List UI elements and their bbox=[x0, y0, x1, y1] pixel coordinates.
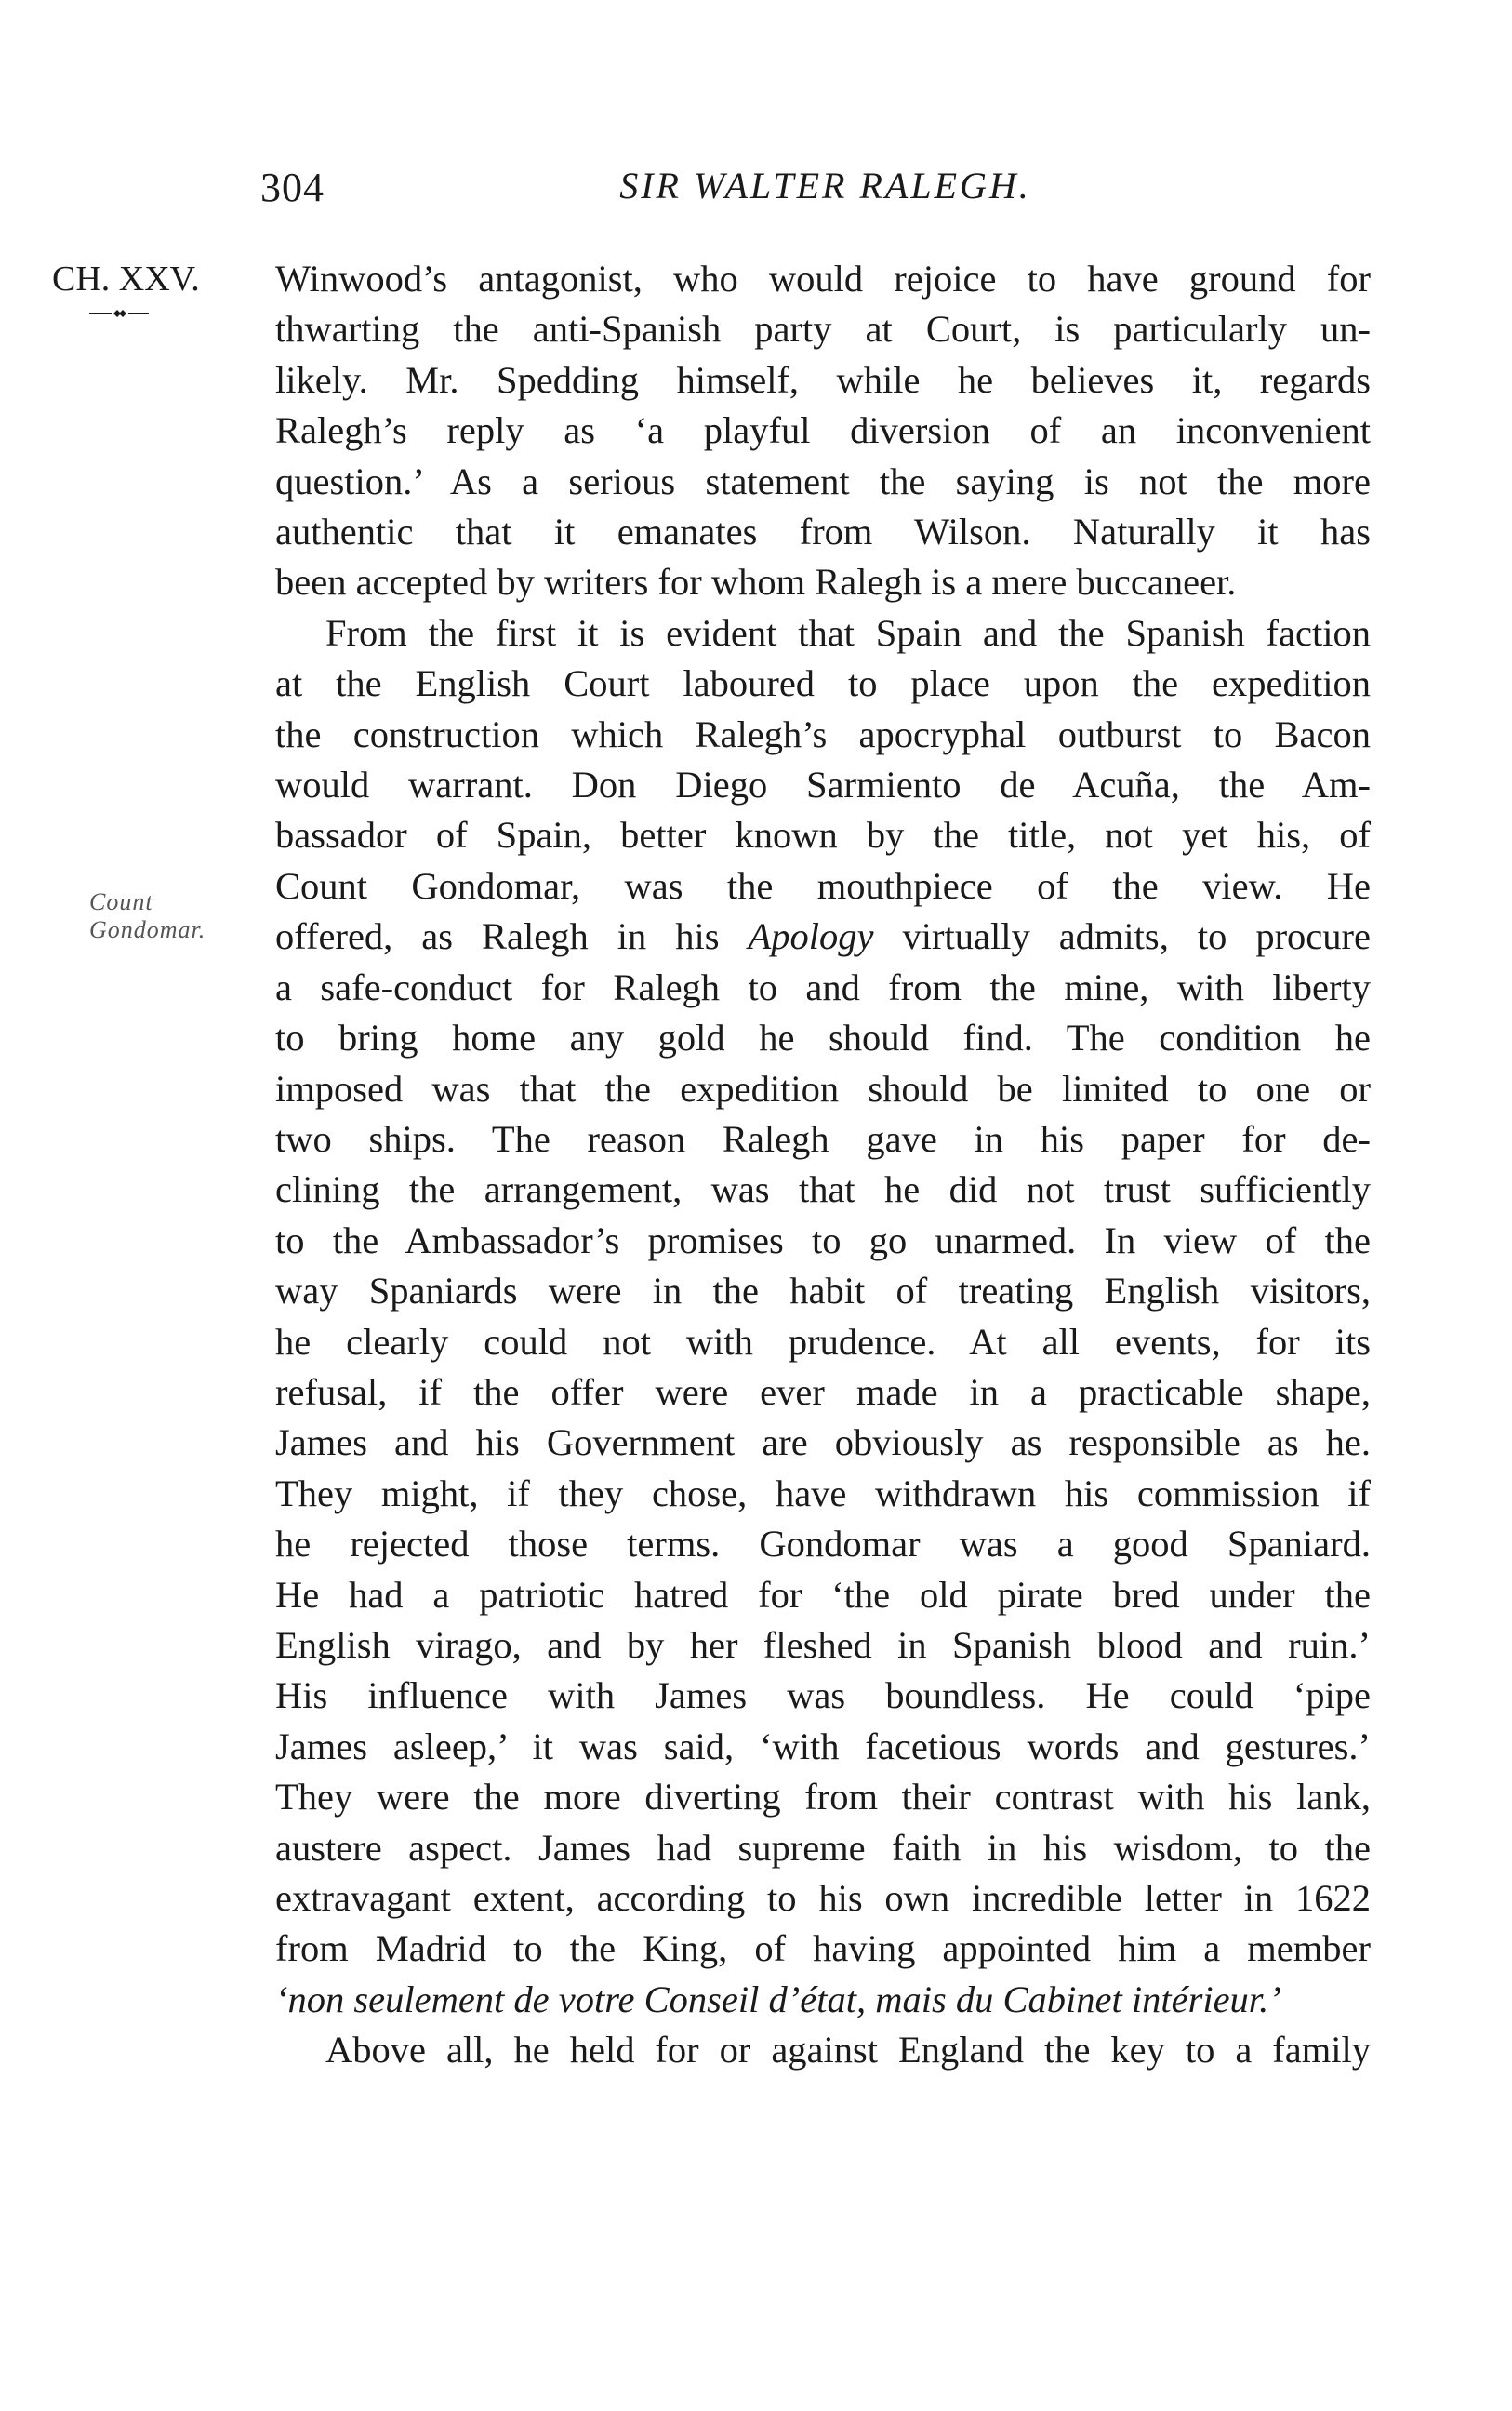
text-line: ‘non seulement de votre Conseil d’état, mais du Cabinet intérieur.’ bbox=[275, 1978, 1281, 2020]
text-line: authentic that it emanates from Wilson. Naturally it has bbox=[275, 511, 1371, 553]
text-line: James and his Government are obviously as responsible as he. bbox=[275, 1421, 1371, 1464]
text-line: He had a patriotic hatred for ‘the old pirate bred under the bbox=[275, 1573, 1371, 1616]
text-line: imposed was that the expedition should be limited to one or bbox=[275, 1067, 1371, 1110]
text-line: austere aspect. James had supreme faith in his wisdom, to the bbox=[275, 1826, 1371, 1869]
page-number: 304 bbox=[260, 165, 325, 210]
text-line bbox=[275, 912, 1371, 962]
text-line: James asleep,’ it was said, ‘with facetious words and gestures.’ bbox=[275, 1725, 1371, 1767]
text-line: Count Gondomar, was the mouthpiece of the view. He bbox=[275, 864, 1371, 907]
chapter-marker: CH. XXV. bbox=[52, 260, 200, 299]
text-line: a safe-conduct for Ralegh to and from the mine, with liberty bbox=[275, 966, 1371, 1008]
margin-note: Count Gondomar. bbox=[89, 888, 206, 943]
text-line: two ships. The reason Ralegh gave in his paper for de- bbox=[275, 1117, 1371, 1160]
text-line: English virago, and by her fleshed in Spanish blood and ruin.’ bbox=[275, 1623, 1371, 1666]
text-line: bassador of Spain, better known by the title, not yet his, of bbox=[275, 814, 1371, 857]
body-text bbox=[275, 254, 1371, 2076]
text-line: to the Ambassador’s promises to go unarmed. In view of the bbox=[275, 1219, 1371, 1261]
text-line: Above all, he held for or against England the key to a family bbox=[325, 2029, 1371, 2071]
text-line: the construction which Ralegh’s apocryphal outburst to Bacon bbox=[275, 713, 1371, 755]
book-title: Apology bbox=[748, 915, 874, 958]
text-line: from Madrid to the King, of having appointed him a member bbox=[275, 1927, 1371, 1970]
paragraph-2 bbox=[275, 608, 1371, 2025]
text-line: His influence with James was boundless. He could ‘pipe bbox=[275, 1674, 1371, 1717]
text-line: at the English Court laboured to place upon the expedition bbox=[275, 662, 1371, 705]
text-line: to bring home any gold he should find. The condition he bbox=[275, 1017, 1371, 1059]
running-title: SIR WALTER RALEGH. bbox=[619, 165, 1031, 206]
text-line: clining the arrangement, was that he did not trust sufficiently bbox=[275, 1168, 1371, 1211]
text-fragment: virtually admits, to procure bbox=[902, 915, 1371, 958]
text-line: would warrant. Don Diego Sarmiento de Acuña, the Am- bbox=[275, 764, 1371, 806]
text-line: been accepted by writers for whom Ralegh is a mere buccaneer. bbox=[275, 561, 1237, 604]
paragraph-1 bbox=[275, 254, 1371, 608]
text-line: Winwood’s antagonist, who would rejoice to have ground for bbox=[275, 258, 1371, 300]
paragraph-3 bbox=[275, 2025, 1371, 2075]
text-line: thwarting the anti-Spanish party at Court, is particularly un- bbox=[275, 308, 1371, 351]
text-line: he rejected those terms. Gondomar was a good Spaniard. bbox=[275, 1523, 1371, 1565]
text-line: They were the more diverting from their contrast with his lank, bbox=[275, 1776, 1371, 1818]
text-fragment: offered, as Ralegh in his bbox=[275, 915, 720, 958]
text-line: From the first it is evident that Spain and the Spanish faction bbox=[325, 611, 1371, 654]
running-head bbox=[260, 164, 1372, 220]
text-line: he clearly could not with prudence. At all events, for its bbox=[275, 1320, 1371, 1363]
text-line: question.’ As a serious statement the saying is not the more bbox=[275, 460, 1371, 502]
text-line: way Spaniards were in the habit of treating English visitors, bbox=[275, 1270, 1371, 1312]
ornament-icon bbox=[89, 304, 149, 323]
text-line: likely. Mr. Spedding himself, while he believes it, regards bbox=[275, 358, 1371, 401]
text-line: extravagant extent, according to his own incredible letter in 1622 bbox=[275, 1877, 1371, 1919]
text-line: Ralegh’s reply as ‘a playful diversion of an inconvenient bbox=[275, 409, 1371, 452]
text-line: refusal, if the offer were ever made in a practicable shape, bbox=[275, 1370, 1371, 1413]
text-line: They might, if they chose, have withdrawn his commission if bbox=[275, 1472, 1371, 1514]
